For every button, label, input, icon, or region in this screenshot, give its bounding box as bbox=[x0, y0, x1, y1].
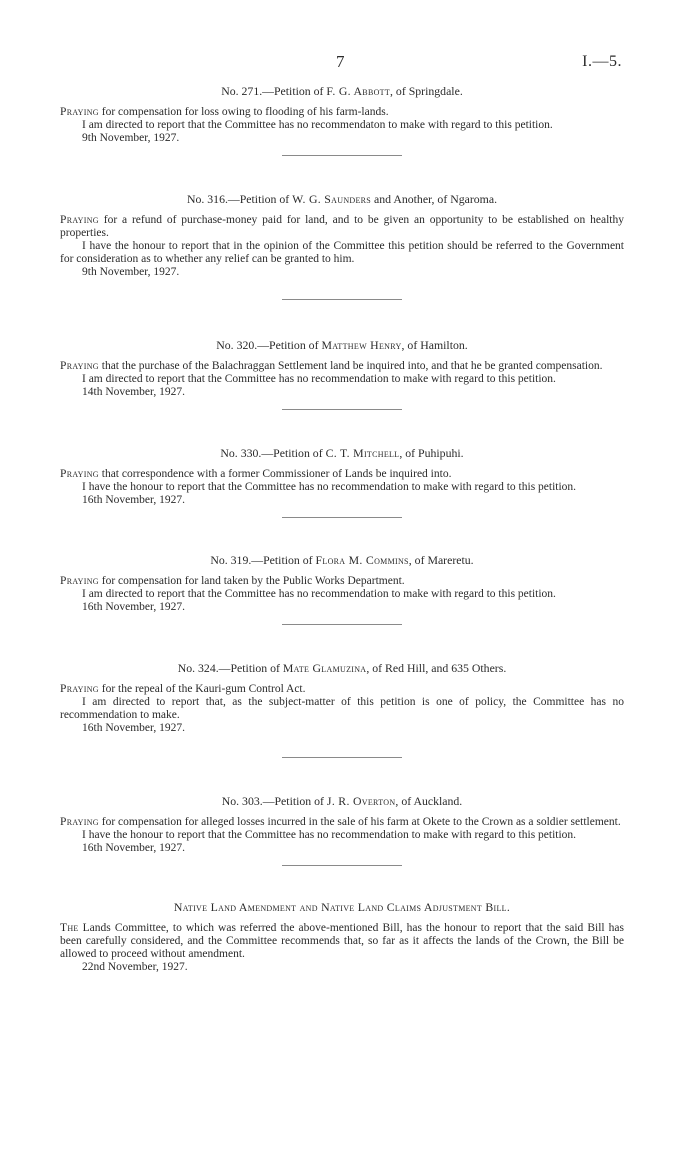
petition-section bbox=[60, 84, 624, 145]
section-divider bbox=[282, 624, 402, 625]
report-paragraph: I am directed to report that the Committee has no recommendation to make with regard to this petition. bbox=[82, 373, 556, 385]
section-divider bbox=[282, 757, 402, 758]
petition-title: No. 324.—Petition of Mate Glamuzina, of Red Hill, and 635 Others. bbox=[177, 661, 507, 675]
petition-list bbox=[60, 84, 624, 974]
report-paragraph: I have the honour to report that in the opinion of the Committee this petition should be referred to the Government for consideration as to whether any relief can be granted to him. bbox=[60, 240, 624, 265]
section-divider bbox=[282, 517, 402, 518]
report-date: 22nd November, 1927. bbox=[82, 961, 188, 973]
petition-section bbox=[60, 446, 624, 507]
section-divider bbox=[282, 155, 402, 156]
petition-title: No. 330.—Petition of C. T. Mitchell, of Puhipuhi. bbox=[220, 446, 464, 460]
praying-paragraph: Praying for the repeal of the Kauri-gum Control Act. bbox=[60, 683, 306, 695]
petition-section bbox=[60, 338, 624, 399]
section-divider bbox=[282, 409, 402, 410]
petition-title: No. 303.—Petition of J. R. Overton, of Auckland. bbox=[221, 794, 463, 808]
praying-paragraph: Praying for a refund of purchase-money paid for land, and to be given an opportunity to be established on healthy properties. bbox=[60, 214, 624, 239]
report-paragraph: I am directed to report that, as the subject-matter of this petition is one of policy, the Committee has no recommendation to make. bbox=[60, 696, 624, 721]
petition-section bbox=[60, 192, 624, 279]
report-date: 16th November, 1927. bbox=[82, 842, 186, 854]
report-date: 16th November, 1927. bbox=[82, 494, 186, 506]
petition-title: No. 316.—Petition of W. G. Saunders and Another, of Ngaroma. bbox=[186, 192, 498, 206]
petition-section bbox=[60, 661, 624, 735]
petition-title: No. 271.—Petition of F. G. Abbott, of Springdale. bbox=[221, 84, 463, 98]
praying-paragraph: Praying for compensation for alleged losses incurred in the sale of his farm at Okete to the Crown as a soldier settlement. bbox=[60, 816, 621, 828]
report-paragraph: I am directed to report that the Committee has no recommendation to make with regard to this petition. bbox=[82, 588, 556, 600]
praying-paragraph: Praying that the purchase of the Balachraggan Settlement land be inquired into, and that he be granted compensation. bbox=[60, 360, 603, 372]
report-paragraph: I am directed to report that the Committee has no recommendaton to make with regard to this petition. bbox=[82, 119, 553, 131]
petition-section bbox=[60, 794, 624, 855]
bill-section bbox=[60, 900, 624, 974]
petition-title: No. 320.—Petition of Matthew Henry, of Hamilton. bbox=[216, 338, 468, 352]
report-date: 16th November, 1927. bbox=[82, 601, 186, 613]
report-date: 14th November, 1927. bbox=[82, 386, 186, 398]
report-paragraph: I have the honour to report that the Committee has no recommendation to make with regard to this petition. bbox=[82, 829, 577, 841]
bill-report-paragraph: The Lands Committee, to which was referred the above-mentioned Bill, has the honour to report that the said Bill has been carefully considered, and the Committee recommends that, so far as it affects the lands of the Crown, the Bill be allowed to proceed without amendment. bbox=[60, 922, 624, 960]
document-reference: I.—5. bbox=[582, 53, 622, 70]
page-number: 7 bbox=[336, 52, 345, 71]
report-date: 16th November, 1927. bbox=[82, 722, 186, 734]
praying-paragraph: Praying for compensation for land taken by the Public Works Department. bbox=[60, 575, 405, 587]
report-date: 9th November, 1927. bbox=[82, 132, 180, 144]
petition-section bbox=[60, 553, 624, 614]
section-divider bbox=[282, 299, 402, 300]
section-divider bbox=[282, 865, 402, 866]
page-header bbox=[0, 52, 700, 72]
report-date: 9th November, 1927. bbox=[82, 266, 180, 278]
praying-paragraph: Praying that correspondence with a former Commissioner of Lands be inquired into. bbox=[60, 468, 452, 480]
report-paragraph: I have the honour to report that the Committee has no recommendation to make with regard to this petition. bbox=[82, 481, 577, 493]
praying-paragraph: Praying for compensation for loss owing to flooding of his farm-lands. bbox=[60, 106, 389, 118]
petition-title: No. 319.—Petition of Flora M. Commins, of Mareretu. bbox=[210, 553, 474, 567]
bill-title: Native Land Amendment and Native Land Claims Adjustment Bill. bbox=[173, 900, 511, 914]
